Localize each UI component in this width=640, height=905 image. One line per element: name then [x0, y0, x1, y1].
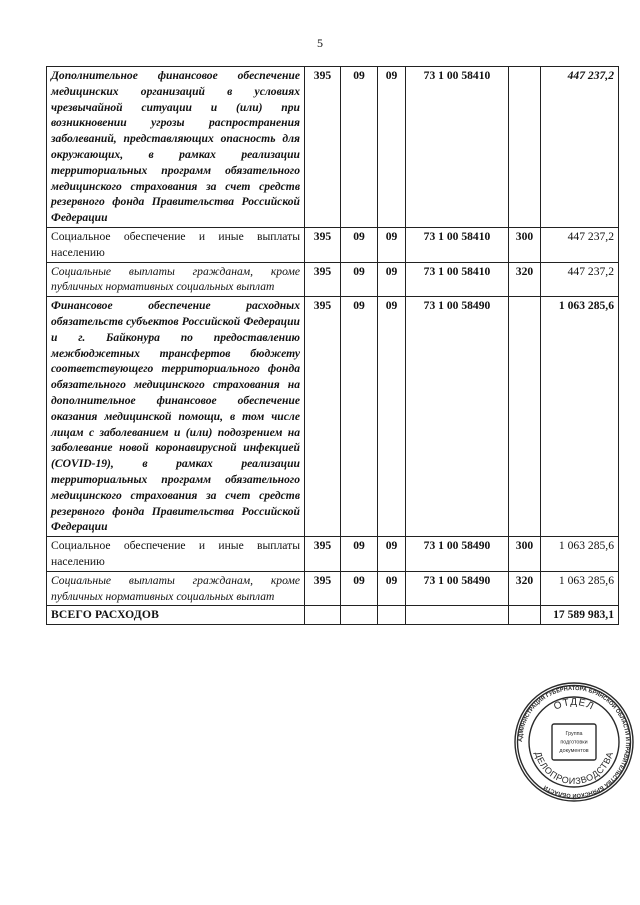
- ministry-code-cell: [305, 606, 341, 625]
- expense-type-cell: 300: [509, 227, 541, 262]
- target-article-cell: 73 1 00 58410: [406, 227, 509, 262]
- table-row: [47, 262, 619, 297]
- stamp-box-line: документов: [559, 748, 589, 754]
- row-name-cell: Социальные выплаты гражданам, кроме публичных нормативных социальных выплат: [47, 571, 305, 606]
- expense-type-cell: 300: [509, 537, 541, 572]
- stamp-box-line: подготовки: [560, 739, 588, 746]
- expense-type-cell: [509, 67, 541, 228]
- section-code-cell: 09: [341, 571, 378, 606]
- amount-cell: 17 589 983,1: [541, 606, 619, 625]
- section-code-cell: 09: [341, 262, 378, 297]
- amount-cell: 1 063 285,6: [541, 571, 619, 606]
- subsection-code-cell: 09: [378, 227, 406, 262]
- amount-cell: 1 063 285,6: [541, 297, 619, 537]
- section-code-cell: 09: [341, 297, 378, 537]
- table-row: [47, 227, 619, 262]
- ministry-code-cell: 395: [305, 262, 341, 297]
- ministry-code-cell: 395: [305, 67, 341, 228]
- stamp-department-text: ОТДЕЛ: [552, 696, 596, 713]
- table-row: [47, 297, 619, 537]
- amount-cell: 447 237,2: [541, 262, 619, 297]
- expense-type-cell: 320: [509, 262, 541, 297]
- stamp-ring-text: АДМИНИСТРАЦИЯ ГУБЕРНАТОРА БРЯНСКОЙ ОБЛАСТИ И ПРАВИТЕЛЬСТВА БРЯНСКОЙ ОБЛАСТИ: [517, 685, 631, 799]
- subsection-code-cell: 09: [378, 297, 406, 537]
- target-article-cell: 73 1 00 58490: [406, 297, 509, 537]
- target-article-cell: 73 1 00 58490: [406, 571, 509, 606]
- target-article-cell: 73 1 00 58410: [406, 262, 509, 297]
- target-article-cell: 73 1 00 58410: [406, 67, 509, 228]
- table-row: [47, 67, 619, 228]
- amount-cell: 447 237,2: [541, 67, 619, 228]
- section-code-cell: 09: [341, 227, 378, 262]
- expense-type-cell: 320: [509, 571, 541, 606]
- subsection-code-cell: [378, 606, 406, 625]
- ministry-code-cell: 395: [305, 297, 341, 537]
- subsection-code-cell: 09: [378, 262, 406, 297]
- row-name-cell: Финансовое обеспечение расходных обязательств субъектов Российской Федерации и г. Байконура по предоставлению межбюджетных трансфертов бюджету соответствующего территориального фонда обязательного медицинского страхования на дополнительное финансовое обеспечение оказания медицинской помощи, в том числе лицам с заболеванием и (или) подозрением на заболевание новой коронавирусной инфекцией (COVID-19), в рамках реализации территориальных программ обязательного медицинского страхования за счет средств резервного фонда Правительства Российской Федерации: [47, 297, 305, 537]
- subsection-code-cell: 09: [378, 537, 406, 572]
- section-code-cell: 09: [341, 67, 378, 228]
- table-row: [47, 571, 619, 606]
- subsection-code-cell: 09: [378, 571, 406, 606]
- amount-cell: 447 237,2: [541, 227, 619, 262]
- official-stamp: [512, 680, 636, 804]
- row-name-cell: Социальные выплаты гражданам, кроме публичных нормативных социальных выплат: [47, 262, 305, 297]
- total-row: [47, 606, 619, 625]
- row-name-cell: Социальное обеспечение и иные выплаты населению: [47, 537, 305, 572]
- section-code-cell: [341, 606, 378, 625]
- ministry-code-cell: 395: [305, 537, 341, 572]
- page-number: 5: [317, 36, 323, 50]
- stamp-office-text: ДЕЛОПРОИЗВОДСТВА: [532, 750, 616, 787]
- target-article-cell: 73 1 00 58490: [406, 537, 509, 572]
- ministry-code-cell: 395: [305, 227, 341, 262]
- ministry-code-cell: 395: [305, 571, 341, 606]
- expenditure-table: [46, 66, 619, 625]
- expense-type-cell: [509, 606, 541, 625]
- row-name-cell: ВСЕГО РАСХОДОВ: [47, 606, 305, 625]
- row-name-cell: Социальное обеспечение и иные выплаты населению: [47, 227, 305, 262]
- target-article-cell: [406, 606, 509, 625]
- stamp-box-line: Группа: [565, 731, 583, 737]
- table-row: [47, 537, 619, 572]
- section-code-cell: 09: [341, 537, 378, 572]
- amount-cell: 1 063 285,6: [541, 537, 619, 572]
- subsection-code-cell: 09: [378, 67, 406, 228]
- expense-type-cell: [509, 297, 541, 537]
- row-name-cell: Дополнительное финансовое обеспечение медицинских организаций в условиях чрезвычайной ситуации и (или) при возникновении угрозы распространения заболеваний, представляющих опасность для окружающих, в рамках реализации территориальных программ обязательного медицинского страхования за счет средств резервного фонда Правительства Российской Федерации: [47, 67, 305, 228]
